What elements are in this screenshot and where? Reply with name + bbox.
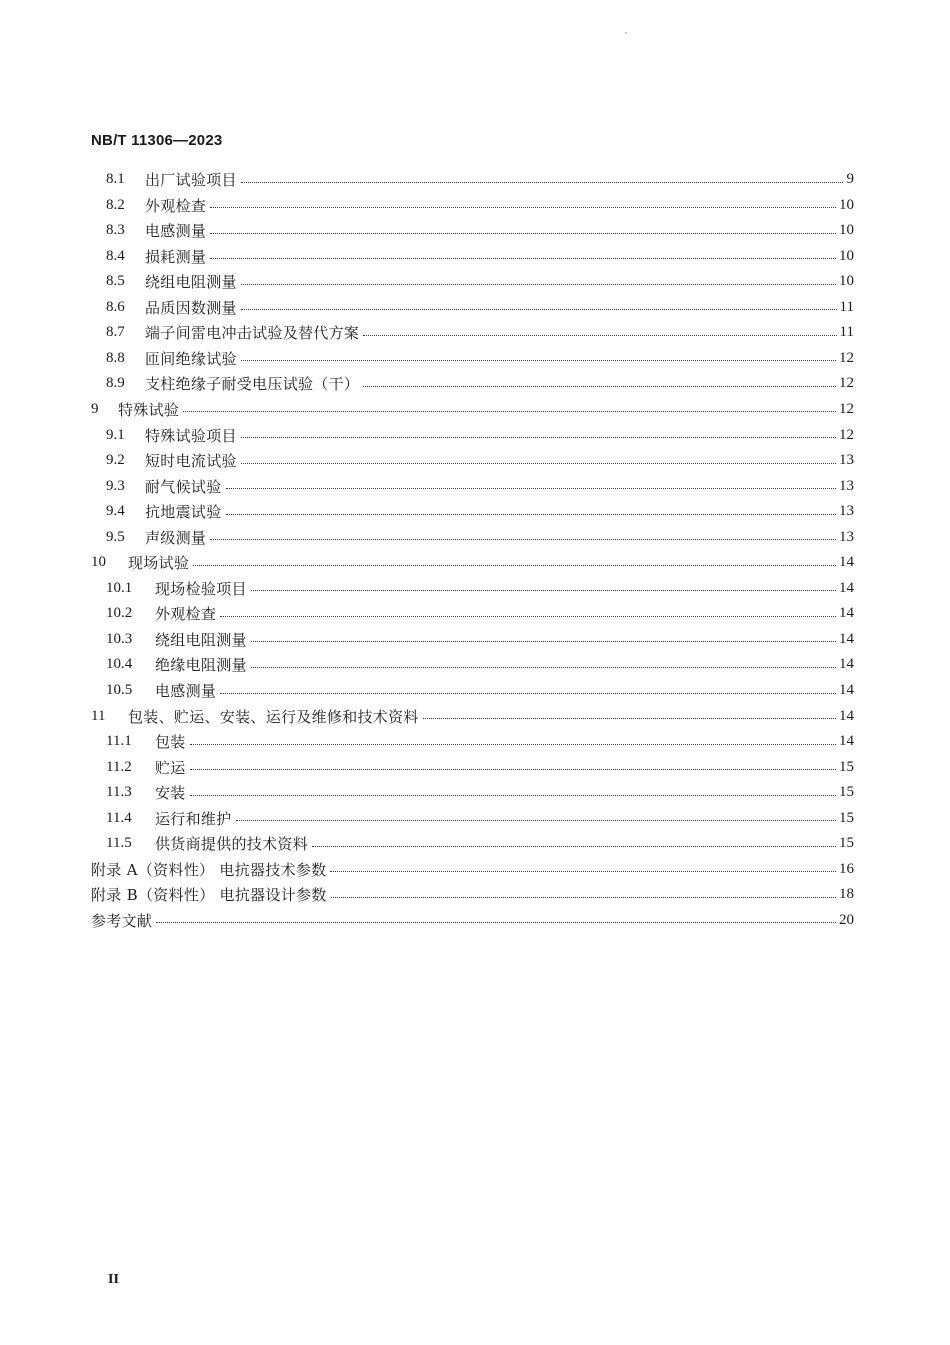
toc-leader-dots bbox=[251, 589, 836, 591]
toc-entry-page: 14 bbox=[839, 579, 854, 596]
toc-entry-page: 13 bbox=[839, 528, 854, 545]
toc-entry-title: 参考文献 bbox=[91, 911, 153, 930]
toc-entry-number: 8.5 bbox=[106, 273, 125, 290]
toc-entry-page: 10 bbox=[839, 273, 854, 290]
toc-entry-title: 短时电流试验 bbox=[145, 452, 237, 471]
toc-entry[interactable] bbox=[106, 218, 854, 243]
toc-entry-number: 11.1 bbox=[106, 733, 132, 750]
toc-entry-page: 12 bbox=[839, 400, 854, 417]
toc-entry[interactable] bbox=[106, 346, 854, 371]
toc-leader-dots bbox=[226, 513, 836, 515]
toc-entry-page: 16 bbox=[839, 860, 854, 877]
toc-entry-page: 10 bbox=[839, 247, 854, 264]
toc-entry[interactable] bbox=[91, 704, 854, 729]
toc-entry-title: 外观检查 bbox=[155, 605, 217, 624]
toc-leader-dots bbox=[220, 692, 836, 694]
toc-entry-page: 11 bbox=[839, 298, 854, 315]
toc-entry[interactable] bbox=[106, 499, 854, 524]
toc-entry[interactable] bbox=[106, 423, 854, 448]
toc-entry[interactable] bbox=[106, 652, 854, 677]
toc-entry-title: 特殊试验 bbox=[118, 400, 180, 419]
toc-entry-page: 12 bbox=[839, 349, 854, 366]
toc-leader-dots bbox=[251, 640, 836, 642]
toc-entry-page: 10 bbox=[839, 196, 854, 213]
toc-entry[interactable] bbox=[106, 729, 854, 754]
toc-entry-title: 附录 A（资料性） 电抗器技术参数 bbox=[91, 860, 327, 879]
toc-leader-dots bbox=[190, 794, 836, 796]
toc-entry-title: 电感测量 bbox=[145, 222, 207, 241]
toc-entry-number: 9.1 bbox=[106, 426, 125, 443]
toc-entry[interactable] bbox=[91, 882, 854, 907]
toc-entry[interactable] bbox=[106, 244, 854, 269]
toc-leader-dots bbox=[210, 232, 836, 234]
toc-entry-number: 11.4 bbox=[106, 809, 132, 826]
toc-entry[interactable] bbox=[106, 806, 854, 831]
toc-leader-dots bbox=[330, 870, 836, 872]
toc-leader-dots bbox=[156, 921, 836, 923]
toc-leader-dots bbox=[241, 462, 836, 464]
toc-entry-title: 声级测量 bbox=[145, 528, 207, 547]
toc-entry-page: 10 bbox=[839, 222, 854, 239]
page-folio: II bbox=[108, 1272, 119, 1287]
toc-entry-page: 14 bbox=[839, 554, 854, 571]
toc-entry-page: 13 bbox=[839, 503, 854, 520]
toc-entry-number: 9.2 bbox=[106, 452, 125, 469]
toc-entry-title: 耐气候试验 bbox=[145, 477, 222, 496]
toc-entry-number: 8.9 bbox=[106, 375, 125, 392]
toc-leader-dots bbox=[241, 359, 836, 361]
toc-leader-dots bbox=[210, 257, 836, 259]
toc-entry-title: 现场检验项目 bbox=[155, 579, 247, 598]
toc-entry-number: 10.4 bbox=[106, 656, 133, 673]
toc-entry[interactable] bbox=[106, 474, 854, 499]
toc-entry-page: 15 bbox=[839, 758, 854, 775]
toc-leader-dots bbox=[183, 410, 836, 412]
toc-leader-dots bbox=[251, 666, 836, 668]
toc-entry-page: 13 bbox=[839, 477, 854, 494]
toc-leader-dots bbox=[193, 564, 836, 566]
toc-leader-dots bbox=[226, 487, 836, 489]
toc-entry-number: 8.4 bbox=[106, 247, 125, 264]
toc-entry[interactable] bbox=[91, 550, 854, 575]
toc-entry[interactable] bbox=[91, 857, 854, 882]
toc-entry-title: 品质因数测量 bbox=[145, 298, 237, 317]
toc-entry[interactable] bbox=[106, 269, 854, 294]
toc-entry-number: 9.3 bbox=[106, 477, 125, 494]
toc-leader-dots bbox=[190, 743, 836, 745]
toc-entry-number: 9.5 bbox=[106, 528, 125, 545]
toc-entry-title: 出厂试验项目 bbox=[145, 171, 237, 189]
toc-entry[interactable] bbox=[106, 193, 854, 218]
toc-entry-number: 11.2 bbox=[106, 758, 132, 775]
toc-entry-title: 特殊试验项目 bbox=[145, 426, 237, 445]
toc-entry-number: 10.5 bbox=[106, 682, 133, 698]
toc-entry-number: 10 bbox=[91, 554, 106, 571]
toc-entry-title: 支柱绝缘子耐受电压试验（干） bbox=[145, 375, 360, 394]
toc-entry-title: 绕组电阻测量 bbox=[145, 273, 237, 292]
toc-entry[interactable] bbox=[91, 397, 854, 422]
toc-entry-title: 绝缘电阻测量 bbox=[155, 656, 247, 675]
toc-entry[interactable] bbox=[106, 371, 854, 396]
toc-entry-title: 抗地震试验 bbox=[145, 503, 222, 522]
toc-entry[interactable] bbox=[106, 601, 854, 626]
toc-entry-page: 14 bbox=[839, 733, 854, 750]
toc-entry-page: 13 bbox=[839, 452, 854, 469]
toc-entry-title: 绕组电阻测量 bbox=[155, 630, 247, 649]
toc-entry[interactable] bbox=[106, 525, 854, 550]
toc-entry[interactable] bbox=[106, 320, 854, 345]
toc-entry[interactable] bbox=[106, 678, 854, 703]
toc-entry-page: 15 bbox=[839, 809, 854, 826]
toc-entry-number: 8.7 bbox=[106, 324, 125, 341]
toc-leader-dots bbox=[241, 436, 836, 438]
toc-entry-title: 包装、贮运、安装、运行及维修和技术资料 bbox=[128, 707, 419, 726]
toc-leader-dots bbox=[220, 615, 836, 617]
toc-leader-dots bbox=[363, 385, 836, 387]
toc-entry-number: 9 bbox=[91, 400, 99, 417]
toc-entry[interactable] bbox=[106, 780, 854, 805]
toc-entry-number: 8.6 bbox=[106, 298, 125, 315]
toc-entry-title: 贮运 bbox=[155, 758, 186, 777]
toc-entry-number: 8.1 bbox=[106, 171, 125, 187]
toc-entry-page: 20 bbox=[839, 911, 854, 928]
toc-entry-title: 包装 bbox=[155, 733, 186, 752]
toc-entry-number: 10.1 bbox=[106, 579, 133, 596]
toc-entry[interactable] bbox=[106, 755, 854, 780]
toc-entry-number: 11.3 bbox=[106, 784, 132, 801]
toc-entry-page: 14 bbox=[839, 682, 854, 698]
toc-entry-title: 匝间绝缘试验 bbox=[145, 349, 237, 368]
toc-entry-title: 运行和维护 bbox=[155, 809, 232, 828]
scan-speck bbox=[625, 32, 627, 34]
toc-entry-page: 12 bbox=[839, 375, 854, 392]
toc-leader-dots bbox=[363, 334, 836, 336]
toc-entry-page: 11 bbox=[839, 324, 854, 341]
toc-entry-page: 15 bbox=[839, 784, 854, 801]
toc-entry[interactable] bbox=[106, 167, 854, 192]
toc-entry-number: 10.2 bbox=[106, 605, 133, 622]
toc-entry-page: 14 bbox=[839, 707, 854, 724]
toc-leader-dots bbox=[423, 717, 836, 719]
toc-entry[interactable] bbox=[106, 576, 854, 601]
toc-entry[interactable] bbox=[106, 831, 854, 856]
toc-entry[interactable] bbox=[91, 908, 854, 933]
toc-entry-number: 8.2 bbox=[106, 196, 125, 213]
toc-leader-dots bbox=[190, 768, 836, 770]
toc-leader-dots bbox=[210, 206, 836, 208]
toc-entry-title: 端子间雷电冲击试验及替代方案 bbox=[145, 324, 360, 343]
toc-leader-dots bbox=[210, 538, 836, 540]
toc-leader-dots bbox=[312, 845, 836, 847]
toc-entry-title: 电感测量 bbox=[155, 682, 217, 700]
toc-entry[interactable] bbox=[106, 448, 854, 473]
toc-entry-page: 9 bbox=[846, 171, 854, 187]
standard-code-header: NB/T 11306—2023 bbox=[91, 132, 223, 149]
toc-entry-number: 8.3 bbox=[106, 222, 125, 239]
toc-leader-dots bbox=[236, 819, 836, 821]
toc-entry-number: 8.8 bbox=[106, 349, 125, 366]
toc-entry[interactable] bbox=[106, 627, 854, 652]
toc-entry-number: 11 bbox=[91, 707, 106, 724]
toc-leader-dots bbox=[241, 308, 837, 310]
toc-entry-page: 14 bbox=[839, 605, 854, 622]
toc-entry-title: 外观检查 bbox=[145, 196, 207, 215]
toc-entry-page: 12 bbox=[839, 426, 854, 443]
toc-entry-page: 15 bbox=[839, 835, 854, 852]
toc-entry-title: 损耗测量 bbox=[145, 247, 207, 266]
toc-entry-number: 10.3 bbox=[106, 630, 133, 647]
toc-entry-title: 现场试验 bbox=[128, 554, 190, 573]
toc-entry-title: 供货商提供的技术资料 bbox=[155, 835, 309, 854]
toc-leader-dots bbox=[241, 181, 843, 183]
toc-entry-page: 14 bbox=[839, 630, 854, 647]
toc-entry-title: 安装 bbox=[155, 784, 186, 803]
toc-entry-number: 11.5 bbox=[106, 835, 132, 852]
toc-entry-page: 18 bbox=[839, 886, 854, 903]
toc-entry-title: 附录 B（资料性） 电抗器设计参数 bbox=[91, 886, 327, 905]
toc-entry-page: 14 bbox=[839, 656, 854, 673]
toc-entry[interactable] bbox=[106, 295, 854, 320]
toc-leader-dots bbox=[241, 283, 836, 285]
toc-leader-dots bbox=[331, 896, 836, 898]
toc-entry-number: 9.4 bbox=[106, 503, 125, 520]
